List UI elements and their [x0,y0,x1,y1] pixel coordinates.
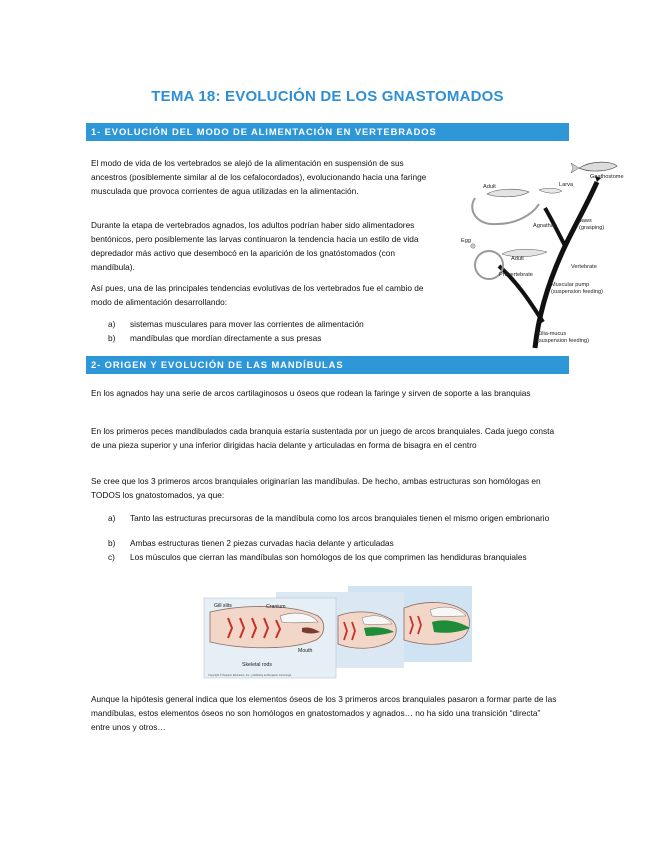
label-muscular-pump: Muscular pump [551,282,590,288]
list-marker: b) [108,538,116,548]
label-mouth: Mouth [298,648,313,654]
label-suspension-feeding-2: (suspension feeding) [537,338,589,344]
label-agnathan: Agnathan [533,223,557,229]
page-title: TEMA 18: EVOLUCIÓN DE LOS GNASTOMADOS [151,88,504,105]
list-text: Ambas estructuras tienen 2 piezas curvadas hacia delante y articuladas [130,538,394,548]
label-larva: Larva [559,182,573,188]
label-egg: Egg [461,238,471,244]
egg [471,244,475,248]
section-2-paragraph-1: En los agnados hay una serie de arcos cartilaginosos u óseos que rodean la faringe y sirven de soporte a las branquias [91,388,531,398]
section-2-heading: 2- ORIGEN Y EVOLUCIÓN DE LAS MANDÍBULAS [86,356,569,374]
label-suspension-feeding-1: (suspension feeding) [551,289,603,295]
label-grasping: (grasping) [579,225,605,231]
feeding-evolution-diagram [447,150,624,350]
label-skeletal-rods: Skeletal rods [242,662,272,668]
section-1-paragraph-1: El modo de vida de los vertebrados se alejó de la alimentación en suspensión de sus ancestros (posiblemente similar al de los cefalocordados), evolucionando hacia una faringe musculada que provoca corrientes de agua utilizadas en la alimentación. [91,158,427,196]
section-2-paragraph-2: En los primeros peces mandibulados cada branquia estaría sustentada por un juego de arcos branquiales. Cada juego consta de una pieza superior y una inferior dirigidas hacia delante y articuladas en forma de bisagra en el centro [91,426,555,450]
list-text: Los músculos que cierran las mandíbulas son homólogos de los que comprimen las hendiduras branquiales [130,552,527,562]
list-text: sistemas musculares para mover las corrientes de alimentación [130,319,364,329]
adult-agnathan [487,189,529,197]
copyright-text: Copyright © Pearson Education, Inc., publishing as Benjamin Cummings [208,674,292,677]
label-cranium: Cranium [266,604,286,610]
list-marker: a) [108,513,116,523]
label-prevertebrate: Prevertebrate [499,272,533,278]
section-2-paragraph-4: Aunque la hipótesis general indica que los elementos óseos de los 3 primeros arcos branquiales pasaron a formar parte de las mandíbulas, estos elementos óseos no son homólogos en gnatostomados y agnados… no ha sido una transición “directa” entre unos y otros… [91,694,557,732]
label-gnathostome: Gnathostome [590,174,624,180]
list-item [108,551,568,577]
section-1-heading: 1- EVOLUCIÓN DEL MODO DE ALIMENTACIÓN EN VERTEBRADOS [86,123,569,141]
list-marker: c) [108,552,115,562]
list-item [108,512,568,538]
section-2-paragraph-3: Se cree que los 3 primeros arcos branquiales originarían las mandíbulas. De hecho, ambas estructuras son homólogas en TODOS los gnatostomados, ya que: [91,476,541,500]
label-adult-bottom: Adult [511,256,524,262]
gnathostome-fish [579,162,617,171]
label-adult-top: Adult [483,184,496,190]
larva [539,188,562,193]
label-gill-slits: Gill slits [214,603,232,609]
section-1-paragraph-2: Durante la etapa de vertebrados agnados, los adultos podrían haber sido alimentadores bentónicos, pero posiblemente las larvas continuaron la tendencia hacia un estilo de vida depredador más activo que desembocó en la aparición de los gnatóstomados (con mandíbula). [91,220,419,272]
label-vertebrate: Vertebrate [571,264,597,270]
jaw-origin-diagram [204,586,474,680]
section-1-paragraph-3: Así pues, una de las principales tendencias evolutivas de los vertebrados fue el cambio de modo de alimentación desarrollando: [91,283,424,307]
list-marker: a) [108,319,116,329]
list-item [108,537,568,550]
list-text: mandíbulas que mordían directamente a sus presas [130,333,322,343]
list-marker: b) [108,333,116,343]
label-cilia-mucus: Cilia-mucus [537,331,567,337]
list-text: Tanto las estructuras precursoras de la mandíbula como los arcos branquiales tienen el mismo origen embrionario [130,513,550,523]
label-jaws: Jaws [579,218,592,224]
